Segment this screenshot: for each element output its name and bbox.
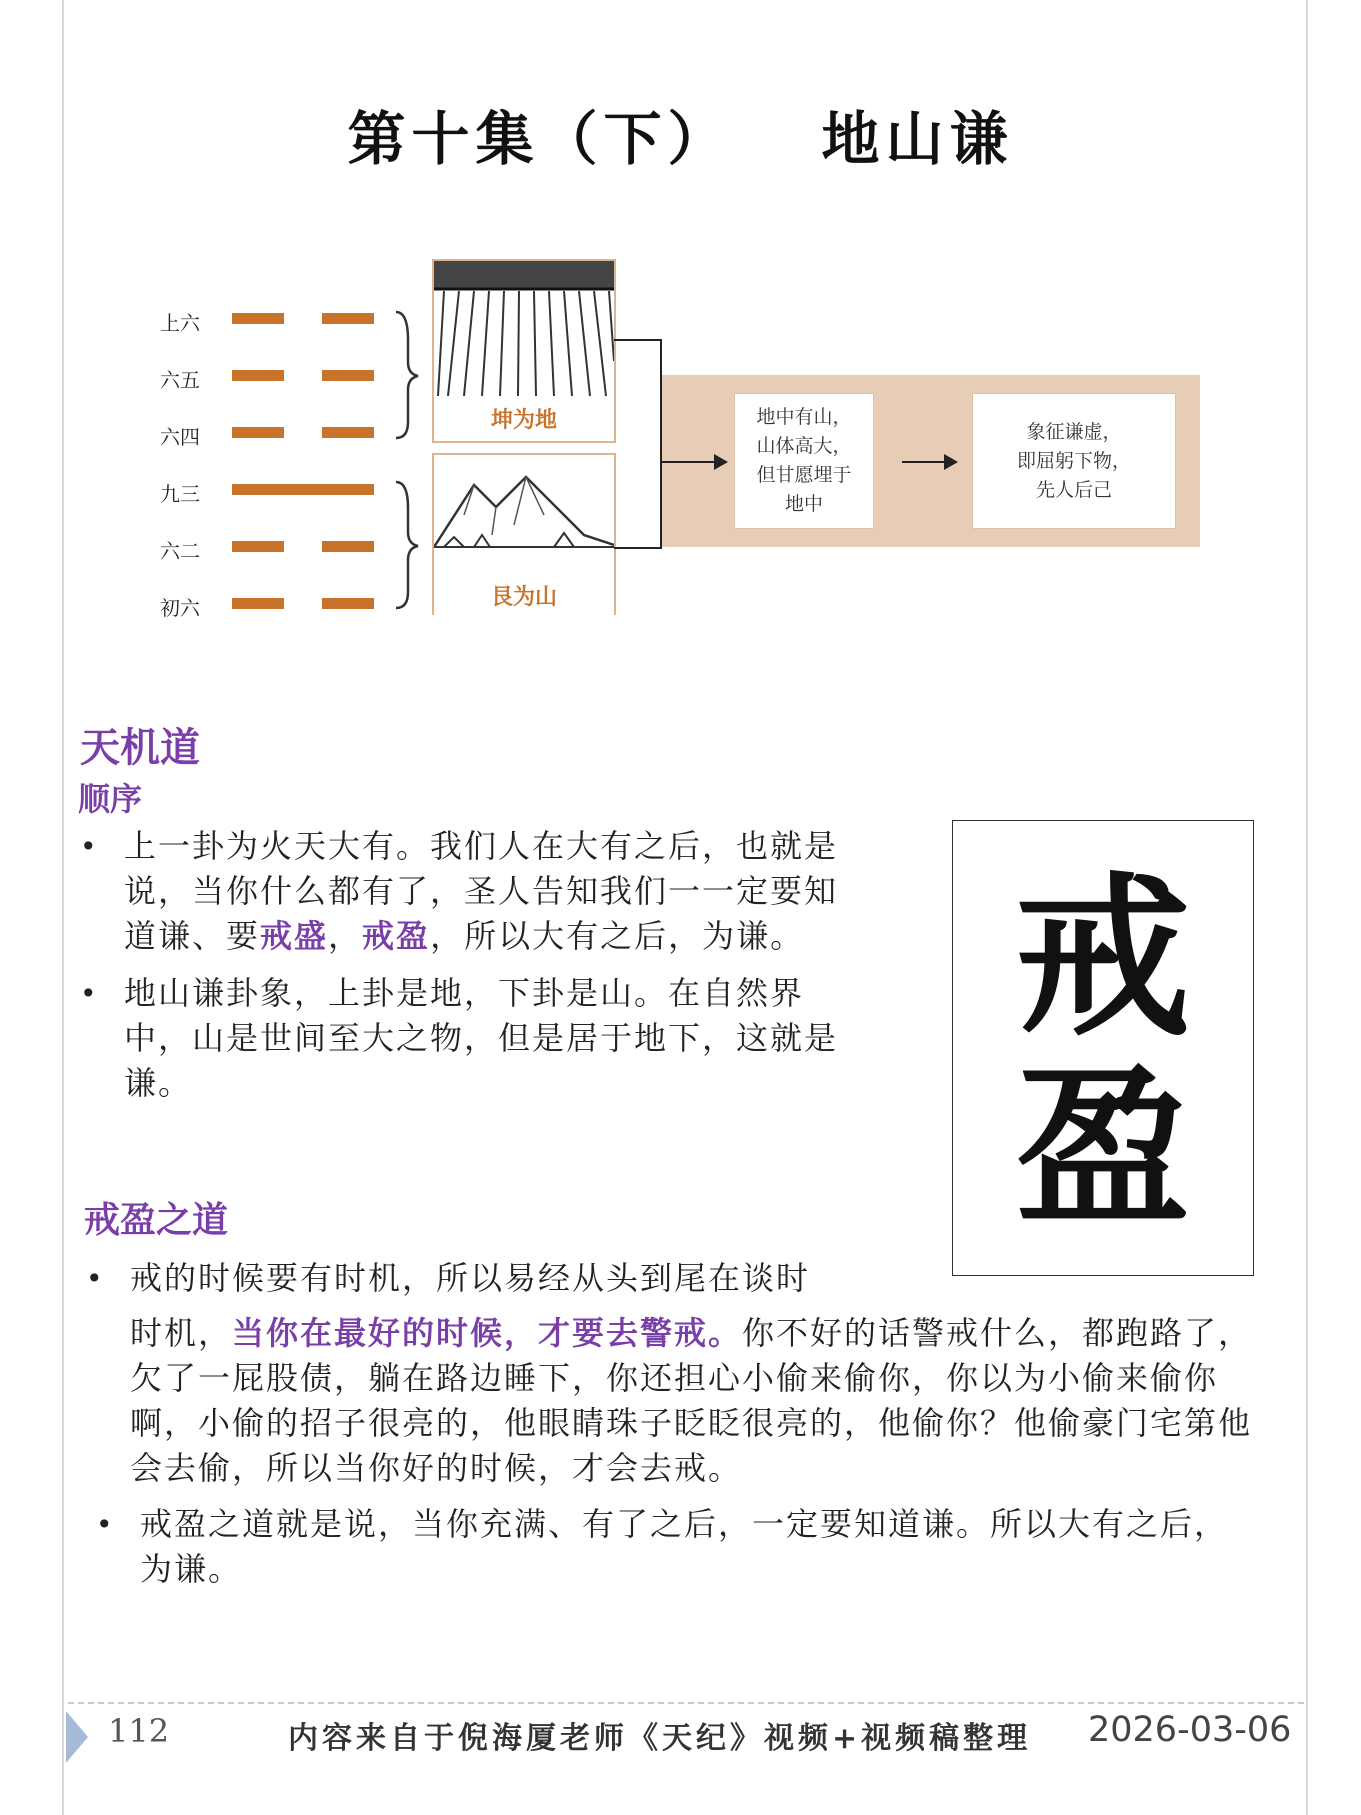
bullet-item [80, 971, 860, 1106]
flow-box-2 [972, 393, 1176, 529]
bullet-item [96, 1502, 1256, 1592]
line-label-5: 六二 [160, 539, 200, 563]
mountain-caption: 艮为山 [490, 585, 557, 610]
footer-source: 内容来自于倪海厦老师《天纪》视频+视频稿整理 [288, 1721, 1032, 1756]
flow1-line: 但甘愿埋于 [756, 464, 852, 486]
connector-line [614, 339, 660, 341]
bullet-text: 戒盈之道就是说，当你充满、有了之后，一定要知道谦。所以大有之后，为谦。 [140, 1505, 1229, 1588]
yin-line-segment [232, 370, 284, 381]
arrow-head-icon [944, 454, 960, 470]
yang-line [232, 484, 374, 495]
yin-line-segment [232, 541, 284, 552]
yin-line-segment [322, 313, 374, 324]
emphasis-text: 戒盈 [362, 917, 431, 955]
line-label-2: 六五 [160, 368, 200, 392]
arrow-line [660, 461, 718, 463]
trigram-braces [392, 310, 422, 610]
section2-bullet1-line1 [86, 1256, 946, 1301]
field-illustration [434, 261, 614, 401]
yin-line-segment [322, 598, 374, 609]
connector-line [614, 547, 660, 549]
footer-date: 2026-03-06 [1088, 1710, 1292, 1750]
arrow-line [902, 461, 948, 463]
connector-line [660, 339, 662, 549]
line-label-3: 六四 [160, 425, 200, 449]
section2-bullet1-cont [130, 1311, 1260, 1491]
flow2-line: 先人后己 [1035, 478, 1112, 501]
section1-body [80, 824, 860, 1106]
line-label-4: 九三 [160, 482, 200, 506]
bullet-text: 上一卦为火天大有。我们人在大有之后，也就是说，当你什么都有了，圣人告知我们一一定要知道谦、要 [124, 827, 839, 955]
calligraphy-char-1: 戒 [1015, 856, 1191, 1061]
yin-line-segment [232, 598, 284, 609]
bullet-text: ， [328, 917, 363, 955]
yin-line-segment [322, 541, 374, 552]
earth-caption: 坤为地 [490, 408, 557, 433]
arrow-head-icon [714, 454, 730, 470]
flow-box-1 [734, 393, 874, 529]
section-heading-jieying: 戒盈之道 [84, 1199, 229, 1241]
page-title [0, 92, 1361, 176]
emphasis-text: 当你在最好的时候，才要去警戒。 [232, 1314, 743, 1352]
yin-line-segment [232, 427, 284, 438]
flow1-line: 地中有山， [756, 406, 852, 428]
yin-line-segment [232, 313, 284, 324]
bullet-text: ，所以大有之后，为谦。 [430, 917, 805, 955]
flow2-line: 即屈躬下物， [1016, 449, 1131, 472]
footer-divider [68, 1702, 1304, 1704]
yin-line-segment [322, 370, 374, 381]
flow1-line: 山体高大， [756, 435, 852, 457]
section2-bullet2 [96, 1502, 1256, 1592]
earth-picture [432, 259, 616, 443]
triangle-marker-icon [66, 1711, 88, 1763]
section-heading-tianjidao: 天机道 [80, 724, 200, 771]
bullet-item [80, 824, 860, 959]
line-label-1: 上六 [160, 311, 200, 335]
flow1-line: 地中 [784, 493, 823, 515]
mountain-illustration [434, 455, 614, 565]
line-label-6: 初六 [160, 596, 200, 620]
bullet-item [86, 1256, 946, 1301]
page-left-rule [62, 0, 64, 1815]
bullet-text: 地山谦卦象，上卦是地，下卦是山。在自然界中，山是世间至大之物，但是居于地下，这就是谦。 [124, 974, 839, 1102]
emphasis-text: 戒盛 [260, 917, 329, 955]
section-subheading-order: 顺序 [78, 780, 143, 818]
bullet-text: 你不好的话警戒什么，都跑路了，欠了一屁股债，躺在路边睡下，你还担心小偷来偷你，你以为小偷来偷你啊，小偷的招子很亮的，他眼睛珠子眨眨很亮的，他偷你？他偷豪门宅第他会去偷，所以当你好的时候，才会去戒。 [130, 1314, 1253, 1487]
yin-line-segment [322, 427, 374, 438]
calligraphy-image [952, 820, 1254, 1276]
bullet-text: 戒的时候要有时机，所以易经从头到尾在谈时 [130, 1259, 811, 1297]
page-right-rule [1306, 0, 1308, 1815]
episode-title: 第十集（下） [347, 105, 732, 173]
mountain-picture [432, 453, 616, 615]
hexagram-title: 地山谦 [821, 105, 1014, 173]
page-number: 112 [108, 1712, 170, 1750]
flow2-line: 象征谦虚， [1026, 420, 1122, 443]
hexagram-diagram [160, 255, 1210, 665]
calligraphy-char-2: 盈 [1015, 1046, 1191, 1251]
bullet-text: 时机， [130, 1314, 233, 1352]
